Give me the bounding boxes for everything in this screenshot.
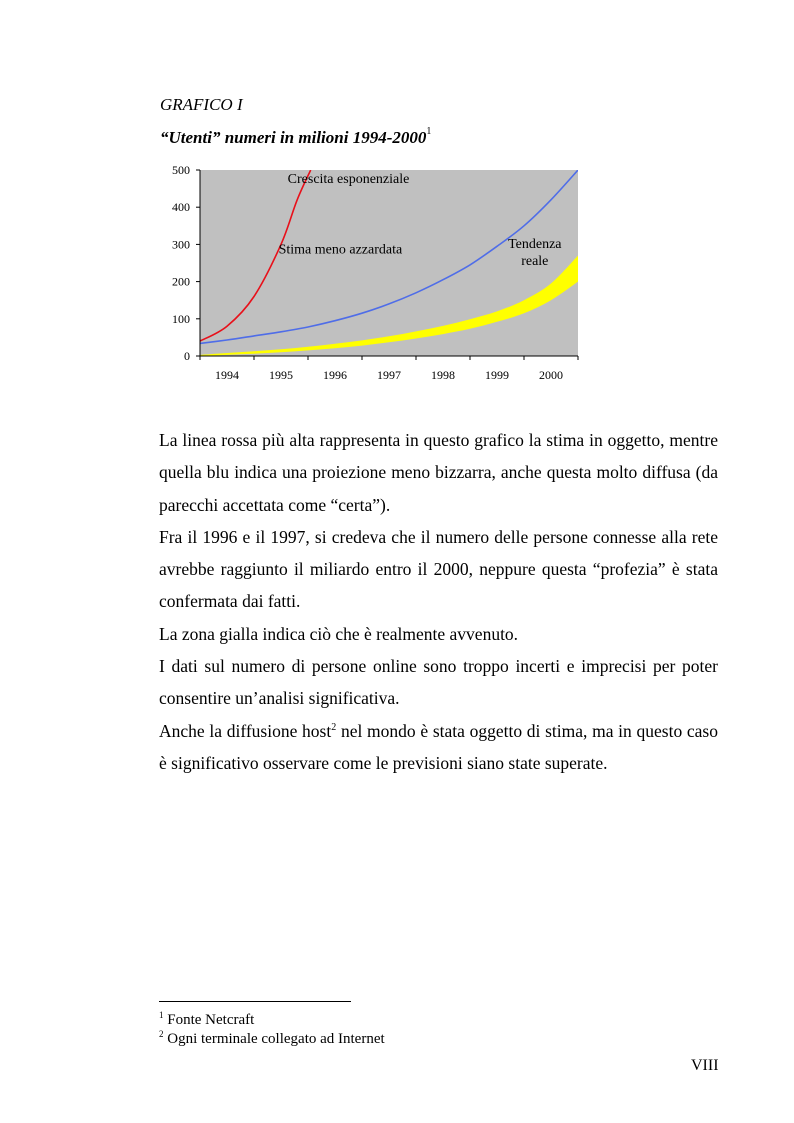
footnote-ref-2: 2 (331, 721, 337, 733)
y-tick-label: 200 (172, 274, 190, 289)
y-tick-label: 100 (172, 311, 190, 326)
footnote-text: Ogni terminale collegato ad Internet (167, 1031, 385, 1047)
x-tick-label: 1999 (485, 368, 509, 382)
x-tick-label: 1994 (215, 368, 239, 382)
chart-annotation: Crescita esponenziale (287, 172, 410, 188)
y-tick-label: 500 (172, 163, 190, 177)
chart-annotation: Tendenza (508, 237, 562, 253)
chart-title (160, 128, 431, 148)
x-tick-label: 2000 (539, 368, 563, 382)
x-tick-label: 1996 (323, 368, 347, 382)
paragraph: La linea rossa più alta rappresenta in questo grafico la stima in oggetto, mentre quella blu indica una proiezione meno bizzarra, anche questa molto diffusa (da parecchi accettata come “certa”). (159, 430, 718, 515)
footnote-ref-1: 1 (426, 126, 432, 138)
footnote (159, 1029, 385, 1048)
paragraph (159, 715, 718, 780)
paragraph-text: nel mondo è stata oggetto di stima, ma in questo caso è significativo osservare come le previsioni siano state superate. (159, 720, 718, 773)
paragraph: Fra il 1996 e il 1997, si credeva che il numero delle persone connesse alla rete avrebbe raggiunto il miliardo entro il 2000, neppure questa “profezia” è stata confermata dai fatti. (159, 526, 718, 612)
x-tick-label: 1998 (431, 368, 455, 382)
footnote (159, 1010, 254, 1029)
chart-label: GRAFICO I (160, 95, 243, 114)
paragraph: I dati sul numero di persone online sono troppo incerti e imprecisi per poter consentire un’analisi significativa. (159, 656, 718, 709)
y-tick-label: 300 (172, 237, 190, 252)
y-tick-label: 400 (172, 200, 190, 215)
y-tick-label: 0 (184, 349, 190, 363)
footnote-number: 1 (159, 1010, 164, 1020)
paragraph: La zona gialla indica ciò che è realmente avvenuto. (159, 623, 519, 644)
page-number: VIII (691, 1057, 719, 1074)
chart-annotation: Stima meno azzardata (278, 242, 403, 258)
x-tick-label: 1995 (269, 368, 293, 382)
footnote-divider (159, 1001, 351, 1002)
chart-annotation: reale (521, 253, 549, 269)
paragraph-text: Anche la diffusione host (159, 720, 332, 741)
footnote-text: Fonte Netcraft (167, 1012, 255, 1028)
chart-title-text: “Utenti” numeri in milioni 1994-2000 (160, 128, 427, 147)
body-text (159, 424, 718, 779)
x-tick-label: 1997 (377, 368, 401, 382)
footnote-number: 2 (159, 1029, 164, 1039)
users-chart (160, 158, 590, 390)
